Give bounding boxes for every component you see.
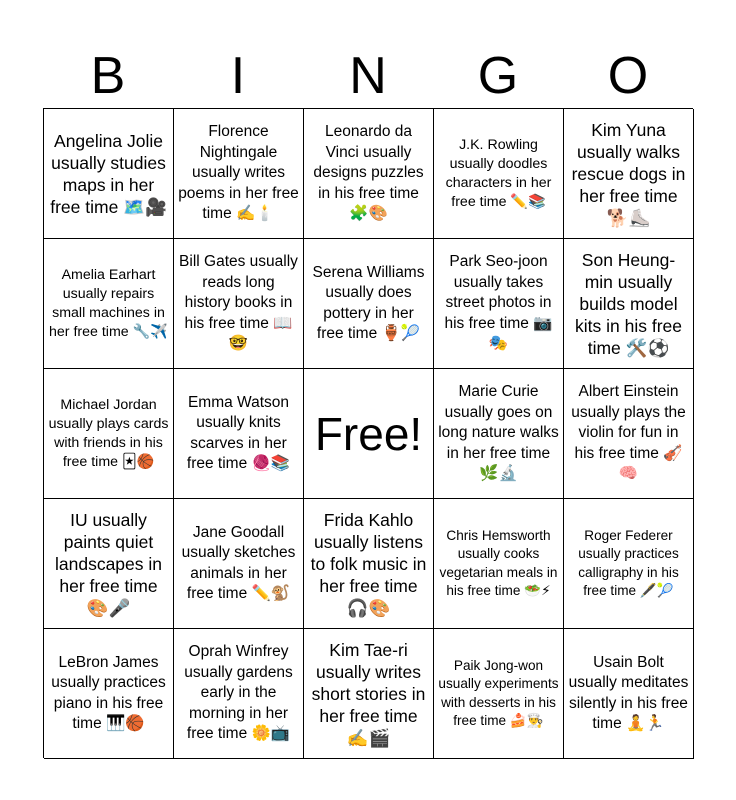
bingo-cell[interactable] [564,109,694,239]
bingo-cell[interactable] [174,499,304,629]
free-space-label: Free! [314,407,423,460]
free-space-cell[interactable] [304,369,434,499]
cell-text: Marie Curie usually goes on long nature walks in her free time 🌿🔬 [438,383,559,483]
header-letter-i: I [230,47,246,105]
cell-text: Kim Tae-ri usually writes short stories in her free time ✍️🎬 [311,639,426,748]
header-letter-o: O [607,47,649,105]
cell-text: LeBron James usually practices piano in his free time 🎹🏀 [51,653,166,732]
bingo-cell[interactable] [174,239,304,369]
bingo-cell[interactable] [174,109,304,239]
bingo-cell[interactable] [44,629,174,759]
cell-text: Paik Jong-won usually experiments with desserts in his free time 🍰👨‍🍳 [438,657,559,728]
bingo-cell[interactable] [44,369,174,499]
bingo-cell[interactable] [434,629,564,759]
bingo-cell[interactable] [304,499,434,629]
bingo-header [43,44,693,108]
cell-text: Michael Jordan usually plays cards with friends in his free time 🃏🏀 [48,396,169,470]
bingo-cell[interactable] [44,109,174,239]
bingo-cell[interactable] [44,499,174,629]
bingo-cell[interactable] [434,239,564,369]
cell-text: Chris Hemsworth usually cooks vegetarian meals in his free time 🥗⚡ [439,527,558,598]
cell-text: Park Seo-joon usually takes street photos in his free time 📷🎭 [444,253,553,353]
cell-text: Emma Watson usually knits scarves in her free time 🧶📚 [186,393,291,472]
bingo-cell[interactable] [174,369,304,499]
bingo-cell[interactable] [304,629,434,759]
cell-text: IU usually paints quiet landscapes in her free time 🎨🎤 [54,509,163,618]
bingo-card [43,108,693,758]
cell-text: Usain Bolt usually meditates silently in his free time 🧘🏃 [568,653,689,732]
bingo-cell[interactable] [44,239,174,369]
cell-text: Leonardo da Vinci usually designs puzzles in his free time 🧩🎨 [313,123,424,223]
header-letter-b: B [90,47,126,105]
cell-text: Albert Einstein usually plays the violin for fun in his free time 🎻🧠 [571,383,686,483]
cell-text: Amelia Earhart usually repairs small machines in her free time 🔧✈️ [49,266,168,340]
bingo-cell[interactable] [564,499,694,629]
cell-text: Son Heung-min usually builds model kits in his free time 🛠️⚽ [575,249,682,358]
cell-text: Jane Goodall usually sketches animals in her free time ✏️🐒 [181,523,296,602]
cell-text: Serena Williams usually does pottery in her free time 🏺🎾 [312,263,425,342]
cell-text: Roger Federer usually practices calligraphy in his free time 🖋️🎾 [578,527,679,598]
bingo-cell[interactable] [564,629,694,759]
bingo-cell[interactable] [434,499,564,629]
cell-text: Florence Nightingale usually writes poems in her free time ✍️🕯️ [178,123,299,223]
header-letter-n: N [349,47,387,105]
header-letter-g: G [477,47,519,105]
bingo-cell[interactable] [434,369,564,499]
cell-text: Oprah Winfrey usually gardens early in the morning in her free time 🌼📺 [184,643,293,743]
bingo-cell[interactable] [434,109,564,239]
cell-text: Kim Yuna usually walks rescue dogs in her free time 🐕⛸️ [571,119,686,228]
bingo-cell[interactable] [564,239,694,369]
cell-text: Frida Kahlo usually listens to folk music in her free time 🎧🎨 [310,509,427,618]
bingo-cell[interactable] [564,369,694,499]
bingo-cell[interactable] [304,239,434,369]
cell-text: Bill Gates usually reads long history books in his free time 📖🤓 [179,253,298,353]
bingo-cell[interactable] [174,629,304,759]
cell-text: Angelina Jolie usually studies maps in her free time 🗺️🎥 [50,130,167,217]
bingo-cell[interactable] [304,109,434,239]
cell-text: J.K. Rowling usually doodles characters in her free time ✏️📚 [445,136,552,210]
